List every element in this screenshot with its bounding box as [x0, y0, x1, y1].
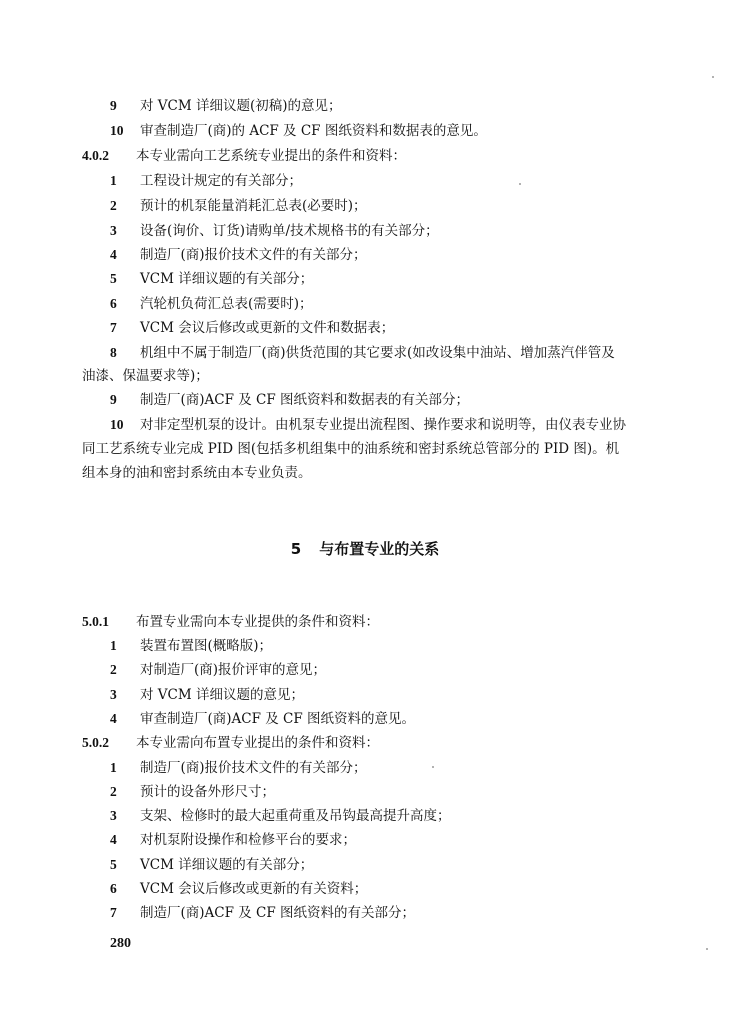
list-item [110, 782, 275, 802]
item-text: 制造厂(商)ACF 及 CF 图纸资料的有关部分； [140, 905, 416, 921]
item-continuation: 油漆、保温要求等)； [82, 368, 209, 384]
list-item [110, 636, 272, 656]
clause-text: 本专业需向布置专业提出的条件和资料： [136, 735, 379, 751]
item-number: 9 [110, 392, 117, 407]
item-number: 10 [110, 417, 124, 432]
list-item [110, 390, 469, 410]
list-item [110, 903, 415, 923]
clause-5-0-2 [82, 733, 379, 753]
section-heading [0, 538, 730, 560]
list-item [110, 415, 626, 435]
list-item [110, 855, 313, 875]
item-text: 对机泵附设操作和检修平台的要求； [140, 832, 356, 848]
item-text: 装置布置图(概略版)； [140, 638, 273, 654]
scan-speck [519, 183, 521, 185]
list-item [110, 196, 367, 216]
item-number: 3 [110, 687, 117, 702]
item-text: 对制造厂(商)报价评审的意见； [140, 662, 327, 678]
item-number: 3 [110, 808, 117, 823]
section-number: 5 [290, 540, 302, 558]
item-number: 6 [110, 881, 117, 896]
clause-number: 4.0.2 [82, 148, 109, 163]
scan-speck [712, 76, 714, 78]
list-item [110, 830, 356, 850]
item-text: 工程设计规定的有关部分； [140, 173, 302, 189]
item-text: 对非定型机泵的设计。由机泵专业提出流程图、操作要求和说明等，由仪表专业协 [140, 417, 626, 433]
list-item [110, 171, 302, 191]
item-text: 预计的机泵能量消耗汇总表(必要时)； [140, 198, 367, 214]
item-text: 预计的设备外形尺寸； [140, 784, 275, 800]
list-item [110, 709, 415, 729]
clause-text: 布置专业需向本专业提供的条件和资料： [136, 614, 379, 630]
item-number: 3 [110, 223, 117, 238]
item-text: 对 VCM 详细议题的意见； [140, 687, 304, 703]
item-continuation: 同工艺系统专业完成 PID 图(包括多机组集中的油系统和密封系统总管部分的 PID 图)。机 [82, 441, 620, 457]
item-number: 1 [110, 638, 117, 653]
clause-5-0-1 [82, 612, 379, 632]
list-item [110, 96, 342, 116]
item-number: 8 [110, 345, 117, 360]
list-item [110, 294, 313, 314]
item-text: 支架、检修时的最大起重荷重及吊钩最高提升高度； [140, 808, 451, 824]
item-number: 10 [110, 123, 124, 138]
item-text: 机组中不属于制造厂(商)供货范围的其它要求(如改设集中油站、增加蒸汽伴管及 [140, 345, 615, 361]
item-text: VCM 会议后修改或更新的有关资料； [140, 881, 368, 897]
list-item [110, 879, 367, 899]
item-text: 对 VCM 详细议题(初稿)的意见； [140, 98, 342, 114]
item-text: 审查制造厂(商)的 ACF 及 CF 图纸资料和数据表的意见。 [140, 123, 487, 139]
item-text: 审查制造厂(商)ACF 及 CF 图纸资料的意见。 [140, 711, 416, 727]
item-number: 7 [110, 905, 117, 920]
clause-4-0-2 [82, 146, 406, 166]
page-number: 280 [110, 936, 131, 951]
scan-speck [706, 948, 708, 950]
item-number: 5 [110, 271, 117, 286]
scan-speck [432, 766, 434, 768]
item-number: 2 [110, 662, 117, 677]
item-number: 7 [110, 320, 117, 335]
section-title: 与布置专业的关系 [319, 540, 440, 558]
item-number: 6 [110, 296, 117, 311]
item-number: 2 [110, 784, 117, 799]
item-number: 5 [110, 857, 117, 872]
item-text: 制造厂(商)报价技术文件的有关部分； [140, 760, 367, 776]
item-continuation: 组本身的油和密封系统由本专业负责。 [82, 465, 312, 481]
list-item [110, 660, 326, 680]
item-text: VCM 详细议题的有关部分； [140, 271, 314, 287]
item-text: 设备(询价、订货)请购单/技术规格书的有关部分； [140, 223, 439, 239]
list-item [110, 343, 615, 363]
list-item [110, 318, 394, 338]
list-item [110, 121, 487, 141]
list-item [110, 221, 439, 241]
item-number: 4 [110, 247, 117, 262]
list-item [110, 806, 451, 826]
list-item [110, 685, 304, 705]
item-text: 制造厂(商)报价技术文件的有关部分； [140, 247, 367, 263]
item-text: 汽轮机负荷汇总表(需要时)； [140, 296, 313, 312]
item-number: 2 [110, 198, 117, 213]
clause-number: 5.0.2 [82, 735, 109, 750]
clause-number: 5.0.1 [82, 614, 109, 629]
item-text: VCM 详细议题的有关部分； [140, 857, 314, 873]
list-item [110, 758, 367, 778]
item-text: 制造厂(商)ACF 及 CF 图纸资料和数据表的有关部分； [140, 392, 470, 408]
list-item [110, 245, 367, 265]
item-number: 1 [110, 760, 117, 775]
item-number: 1 [110, 173, 117, 188]
list-item [110, 269, 313, 289]
item-number: 4 [110, 711, 117, 726]
item-text: VCM 会议后修改或更新的文件和数据表； [140, 320, 395, 336]
item-number: 4 [110, 832, 117, 847]
clause-text: 本专业需向工艺系统专业提出的条件和资料： [136, 148, 406, 164]
item-number: 9 [110, 98, 117, 113]
